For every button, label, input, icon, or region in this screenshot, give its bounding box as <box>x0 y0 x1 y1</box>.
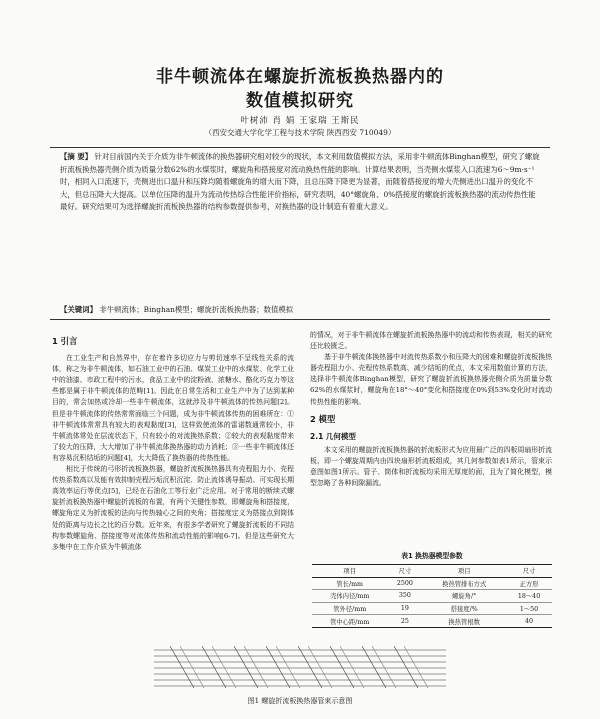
abstract-text: 针对目前国内关于介质为非牛顿流体的换热器研究相对较少的现状，本文利用数值模拟方法，采用非牛顿流体Binghan模型，研究了螺旋折流板换热器壳侧介质为质量分数62%的水煤浆时，螺旋角和搭接度对流动换热性能的影响。计算结果表明，当壳侧水煤浆入口流速为6～9m·s⁻¹时，相同入口流速下，壳侧进出口温升和压降均随着螺旋角的增大而下降，且总压降下降更为显著，而随着搭接度的增大壳侧进出口温升的变化不大，但总压降大大提高。以单位压降的温升为流动传热综合性能评价指标，研究表明，40°螺旋角、0%搭接度的螺旋折流板换热器的流动传热性能最好。研究结果可为选择螺旋折流板换热器的结构参数提供参考，对换热器的设计制造有着重大意义。 <box>60 152 540 212</box>
table-cell: 管中心距/mm <box>312 615 387 628</box>
table-cell: 搭接度/% <box>422 602 506 615</box>
title-line-1: 非牛顿流体在螺旋折流板换热器内的 <box>156 67 444 87</box>
table-cell: 换热管排布方式 <box>422 577 506 590</box>
table-header-row <box>312 565 552 578</box>
section-2-1-heading: 2.1 几何模型 <box>310 431 356 441</box>
sec21-paragraph-1: 本文采用的螺旋折流板换热器的折流板形式为应用最广泛的四板周扇形折流板，即一个螺旋周期内由四块扇形折流板组成，其几何参数如表1所示，管束示意图如图1所示。管子、筒体和折流板均采用无厚度的面，且为了简化模型，模型忽略了各种间隙漏流。 <box>310 445 552 488</box>
abstract <box>60 151 542 214</box>
right-paragraph-1: 的情况，对于非牛顿流体在螺旋折流板换热器中的流动和传热表现，相关的研究还比较匮乏。 <box>310 331 552 351</box>
table-1 <box>312 564 552 628</box>
table-cell: 壳体内径/mm <box>312 590 387 603</box>
table-row <box>312 590 552 603</box>
table-cell: 管长/mm <box>312 577 387 590</box>
table-cell: 18～40 <box>506 590 552 603</box>
tube-bundle-figure <box>150 640 450 690</box>
sec1-paragraph-2: 相比于传统的弓形折流板换热器，螺旋折流板换热器具有壳程阻力小、壳程传热系数高以及能有效抑制壳程污垢沉积沉淀、防止流体诱导振动、可实现长期高效率运行等优点[5]，已经在石油化工等行业广泛应用。对于常用的断续式螺旋折流板换热器中螺旋折流板的布置，有两个关键性参数，即螺旋角和搭接度，螺旋角定义为折流板的法向与传热轴心之间的夹角；搭接度定义为搭接点到筒体处的距离与边长之比的百分数。近年来，有很多学者研究了螺旋折流板的不同结构参数螺旋角、搭接度等对流体传热和流动性能的影响[6-7]。但是这些研究大多集中在工作介质为牛顿流体 <box>52 465 294 551</box>
table-header-cell: 尺寸 <box>387 565 422 578</box>
table-cell: 螺旋角/° <box>422 590 506 603</box>
table-cell: 350 <box>387 590 422 603</box>
table-cell: 换热管根数 <box>422 615 506 628</box>
table-cell: 1～50 <box>506 602 552 615</box>
table-cell: 正方形 <box>506 577 552 590</box>
table-header-cell: 尺寸 <box>506 565 552 578</box>
keywords-text: 非牛顿流体；Binghan模型；螺旋折流板换热器；数值模拟 <box>99 305 294 314</box>
left-column <box>52 330 294 553</box>
table-row <box>312 602 552 615</box>
title-line-2: 数值模拟研究 <box>246 91 354 111</box>
table-header-cell: 项目 <box>312 565 387 578</box>
figure-1-caption: 图1 螺旋折流板换热器管束示意图 <box>247 697 353 705</box>
affiliation: （西安交通大学化学工程与技术学院 陕西西安 710049） <box>204 128 396 137</box>
abstract-bottom-rule <box>50 319 550 320</box>
authors: 叶树沛 肖 娟 王家瑞 王斯民 <box>240 116 360 126</box>
keywords <box>60 304 542 317</box>
sec1-paragraph-1: 在工业生产和自然界中，存在着许多切应力与剪切速率不呈线性关系的流体，称之为非牛顿流体，如石油工业中的石油、煤炭工业中的水煤浆、化学工业中的油漆、市政工程中的污水，食品工业中的淀粉液、浓糖水、酪化巧克力等这些都是属于非牛顿流体的范畴[1]。因此在日常生活和工业生产中为了达到某种目的，常会加热或冷却一些非牛顿流体，这就涉及非牛顿流体的传热问题[2]。但是非牛顿流体的传热常常面临三个问题，成为非牛顿流体传热的困难所在：①非牛顿流体常常具有较大的表观黏度[3]，这样致使流体的雷诺数通常较小，非牛顿流体常处在层流状态下，只有较小的对流换热系数；②较大的表观黏度带来了较大的压降，大大增加了非牛顿流体换热器的动力消耗；③一些非牛顿流体还有容易沉积结垢的问题[4]，大大降低了换热器的传热性能。 <box>52 354 294 462</box>
table-cell: 管外径/mm <box>312 602 387 615</box>
table-1-caption: 表1 换热器模型参数 <box>401 552 463 560</box>
table-cell: 19 <box>387 602 422 615</box>
abstract-label: 【摘 要】 <box>60 152 93 161</box>
keywords-label: 【关键词】 <box>60 305 97 314</box>
right-column <box>310 330 552 489</box>
table-row <box>312 577 552 590</box>
table-cell: 25 <box>387 615 422 628</box>
right-paragraph-2: 基于非牛顿流体换热器中对流传热系数小和压降大的困难和螺旋折流板换热器壳程阻力小、壳程传热系数高、减少结垢的优点，本文采用数值计算的方法，选择非牛顿流体Binghan模型，研究了螺旋折流板换热器壳侧介质为质量分数62%的水煤浆时，螺旋角在18°～40°变化和搭接度在0%到53%变化时对流动传热性能的影响。 <box>310 353 552 406</box>
abstract-top-rule <box>50 147 550 148</box>
table-cell: 2500 <box>387 577 422 590</box>
table-row <box>312 615 552 628</box>
table-header-cell: 项目 <box>422 565 506 578</box>
table-cell: 40 <box>506 615 552 628</box>
section-2-heading: 2 模型 <box>310 413 336 424</box>
section-1-heading: 1 引言 <box>52 336 78 346</box>
